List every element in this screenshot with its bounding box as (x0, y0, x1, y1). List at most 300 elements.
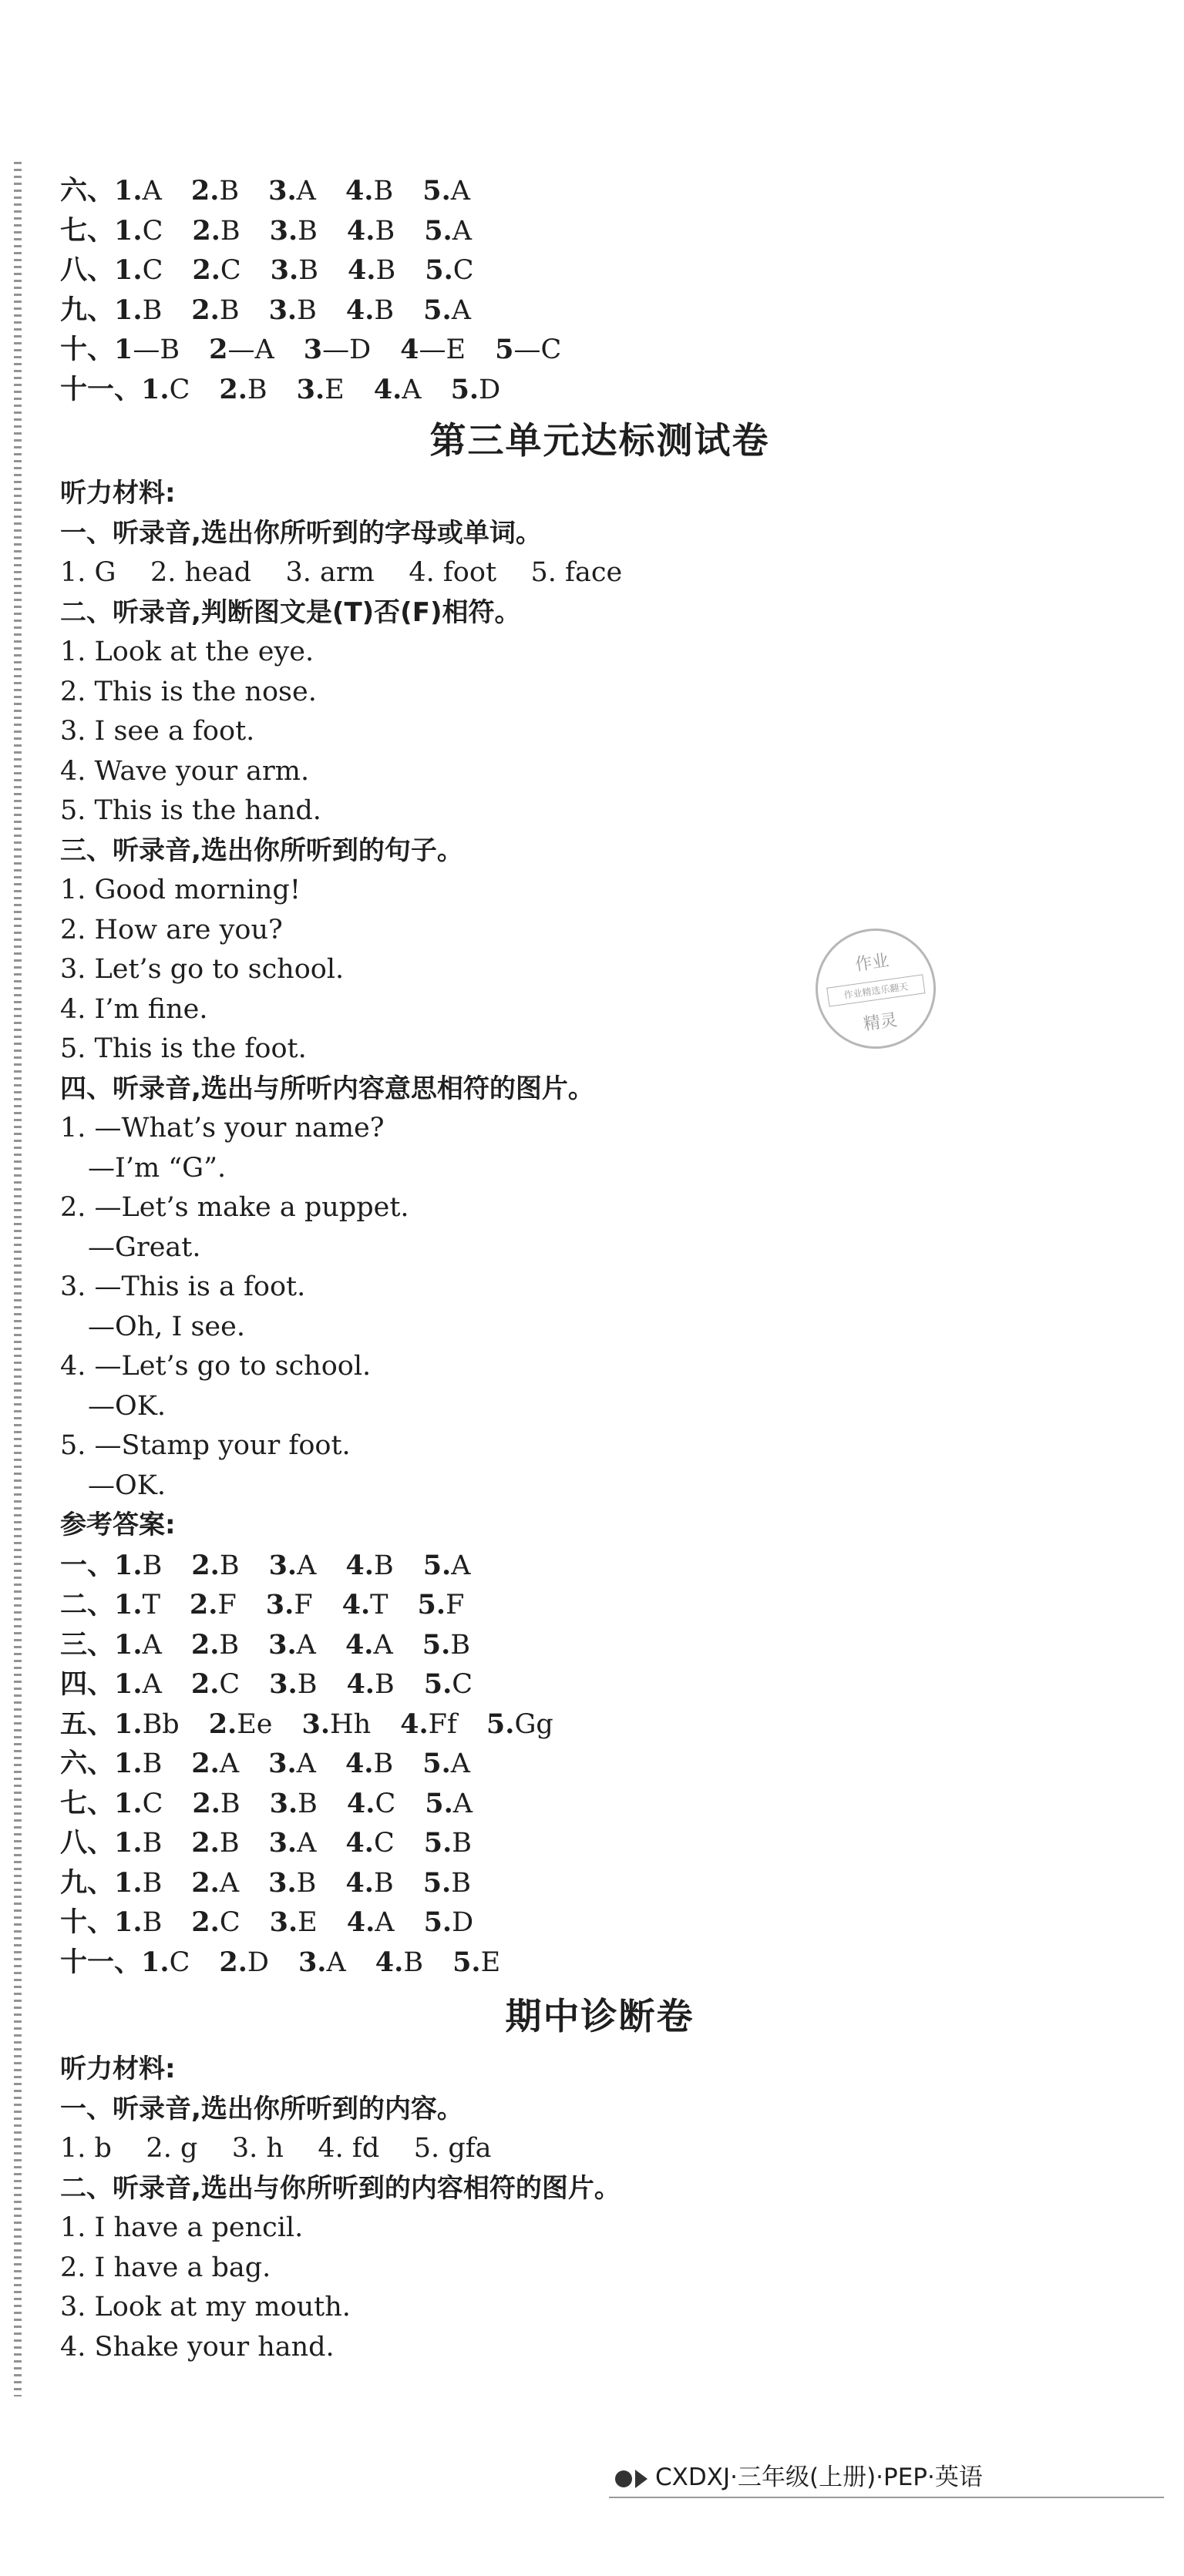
script-line: 1. Look at the eye. (60, 636, 314, 667)
answer-value: A (402, 374, 422, 405)
answer-item (270, 1903, 318, 1943)
answer-item (452, 1943, 500, 1983)
script-line: 5. This is the hand. (60, 795, 321, 826)
answer-number: 3. (269, 1906, 298, 1938)
answer-value: T (370, 1590, 388, 1620)
footer-dot-icon (615, 2470, 632, 2487)
answer-item (347, 1903, 395, 1943)
stamp-bottom-text: 精灵 (862, 1010, 899, 1035)
unit3-section4-heading: 四、听录音,选出与所听内容意思相符的图片。 (60, 1073, 594, 1104)
answer-number: 4. (345, 294, 375, 326)
answer-number: 1. (114, 1866, 143, 1899)
answer-item (345, 1863, 393, 1904)
answer-number: 2. (189, 1589, 218, 1620)
answer-number: 5. (422, 175, 451, 207)
answer-value: B (220, 215, 240, 247)
answer-item (114, 1664, 162, 1705)
answer-row-label: 九、 (60, 1867, 115, 1899)
answer-number: 4. (346, 1906, 375, 1938)
unit3-section2-heading: 二、听录音,判断图文是(T)否(F)相符。 (60, 596, 521, 628)
answer-number: 1. (114, 1589, 143, 1620)
answer-value: A (296, 176, 316, 207)
answer-number: 3. (298, 1946, 327, 1978)
dialogue-reply: —OK. (88, 1390, 166, 1422)
script-line: 4. I’m fine. (60, 993, 208, 1025)
answer-number: 5. (425, 1787, 453, 1819)
answer-value: B (373, 176, 394, 207)
answer-row (60, 211, 1139, 251)
answer-number: 2. (191, 1827, 220, 1859)
answer-value: B (375, 255, 396, 286)
midterm-section2-heading: 二、听录音,选出与你所听到的内容相符的图片。 (60, 2172, 621, 2204)
answer-row (60, 1903, 1139, 1943)
answer-number: 1. (114, 214, 143, 247)
midterm-section2-lines (60, 2208, 1139, 2367)
answer-value: C (373, 1828, 395, 1859)
answer-item (348, 250, 395, 291)
answer-value: F (217, 1590, 237, 1620)
answer-number: 2. (219, 373, 247, 405)
unit3-section2-lines (60, 633, 1139, 831)
answer-item (114, 1823, 162, 1864)
answer-item (141, 370, 190, 411)
answer-row (60, 370, 1139, 410)
answer-item (425, 1784, 473, 1825)
answer-value: A (296, 1629, 316, 1661)
answer-value: A (142, 1629, 162, 1661)
answer-item (422, 171, 470, 212)
script-line: 1. I have a pencil. (60, 2212, 304, 2243)
stamp-middle-text: 作业精选乐翻天 (826, 974, 925, 1006)
answer-number: 1. (114, 1827, 143, 1859)
answer-row-label: 八、 (60, 1828, 115, 1859)
answer-row-label: 七、 (60, 215, 115, 247)
answer-row (60, 1823, 1139, 1863)
answer-value: A (142, 1669, 162, 1700)
answer-row (60, 330, 1139, 370)
answer-row (60, 1664, 1139, 1704)
answer-item (190, 1585, 237, 1626)
answer-number: 4. (345, 175, 374, 207)
answer-number: 1. (114, 1787, 143, 1819)
unit3-title: 第三单元达标测试卷 (429, 420, 770, 462)
answer-value: B (219, 1629, 240, 1661)
footer-text: CXDXJ·三年级(上册)·PEP·英语 (655, 2463, 983, 2491)
answer-item (304, 330, 371, 371)
answer-item (192, 211, 240, 252)
answer-value: B (298, 255, 318, 286)
answer-number: 5. (417, 1589, 446, 1620)
unit3-listening-label: 听力材料: (60, 478, 176, 509)
answer-value: Hh (330, 1708, 372, 1740)
answer-item (418, 1585, 465, 1626)
answer-row (60, 1704, 1139, 1745)
answer-item (269, 291, 317, 331)
answer-row-label: 十一、 (60, 374, 142, 405)
answer-number: 1. (114, 294, 143, 326)
midterm-section1-heading: 一、听录音,选出你所听到的内容。 (60, 2093, 463, 2124)
dialogue-reply: —I’m “G”. (88, 1152, 227, 1184)
answer-value: B (247, 374, 267, 405)
dialogue-line: 2. —Let’s make a puppet. (60, 1192, 409, 1223)
answer-number: 5. (422, 1549, 452, 1581)
answer-number: 1. (114, 1748, 143, 1779)
answer-number: 2. (192, 1787, 220, 1819)
answer-item (141, 1943, 190, 1983)
midterm-title: 期中诊断卷 (505, 1996, 695, 2038)
answer-item (423, 1863, 471, 1904)
script-line: 4. Shake your hand. (60, 2331, 335, 2363)
answer-row (60, 1744, 1139, 1784)
answer-item (424, 1823, 472, 1864)
answer-value: A (451, 294, 471, 326)
answer-number: 1. (114, 1628, 143, 1661)
answer-value: B (297, 294, 317, 326)
answer-item (191, 1625, 239, 1666)
answer-value: B (219, 1828, 240, 1859)
script-line: 2. This is the nose. (60, 676, 317, 707)
answer-value: B (142, 1907, 163, 1938)
dialogue-line: 4. —Let’s go to school. (60, 1351, 372, 1382)
answer-number: 3. (268, 1549, 298, 1581)
answer-item (268, 1863, 316, 1904)
answer-row (60, 291, 1139, 331)
answer-number: 2. (219, 1946, 247, 1978)
answer-value: B (450, 1629, 471, 1661)
answer-value: A (297, 1550, 317, 1581)
answer-value: B (219, 176, 240, 207)
answer-number: 1 (114, 334, 133, 365)
answer-item (114, 1625, 162, 1666)
answer-value: E (325, 374, 345, 405)
answer-item (400, 330, 466, 371)
answer-value: C (169, 374, 190, 405)
answer-item (191, 1903, 240, 1943)
answer-number: 5. (486, 1708, 515, 1740)
binding-margin-line (14, 162, 22, 2396)
answer-value: F (446, 1590, 465, 1620)
answer-value: C (219, 1907, 240, 1938)
answer-value: B (219, 1550, 240, 1581)
answer-item (114, 1863, 162, 1904)
answer-number: 1. (114, 254, 143, 286)
answer-item (191, 171, 239, 212)
answer-value: B (373, 1748, 394, 1779)
top-answer-block (60, 171, 1139, 409)
answer-number: 1. (114, 175, 143, 207)
answer-value: Ff (428, 1708, 457, 1740)
answer-value: D (247, 1946, 269, 1978)
answer-item (192, 1784, 240, 1825)
answer-item (269, 1546, 317, 1587)
answer-value: B (220, 1788, 240, 1819)
answer-item (191, 291, 239, 331)
answer-value: A (373, 1629, 393, 1661)
answer-item (302, 1704, 372, 1745)
answer-number: 2. (190, 175, 220, 207)
answer-number: 2. (191, 1549, 220, 1581)
answer-value: —C (513, 334, 562, 365)
answer-item (209, 1704, 273, 1745)
answer-row (60, 1863, 1139, 1903)
answer-value: B (375, 1669, 395, 1700)
answer-item (486, 1704, 553, 1745)
answer-value: C (142, 1788, 163, 1819)
answer-number: 3 (303, 334, 323, 365)
answer-item (191, 1823, 239, 1864)
unit3-section1-line: 1. G 2. head 3. arm 4. foot 5. face (60, 557, 623, 588)
answer-number: 1. (114, 1668, 143, 1700)
answer-number: 5. (424, 214, 452, 247)
script-line: 3. Let’s go to school. (60, 954, 345, 985)
answer-value: B (142, 1867, 163, 1899)
answer-value: B (142, 1828, 163, 1859)
answer-number: 3. (268, 294, 298, 326)
script-line: 5. This is the foot. (60, 1033, 307, 1064)
answer-number: 5. (425, 254, 453, 286)
answer-item (268, 1744, 316, 1785)
answer-number: 2. (190, 1628, 220, 1661)
answer-value: A (296, 1748, 316, 1779)
answer-number: 3. (268, 1827, 298, 1859)
answer-number: 3. (268, 1866, 297, 1899)
answer-value: A (451, 1550, 471, 1581)
answer-number: 5. (422, 1866, 452, 1899)
answer-row (60, 1784, 1139, 1824)
answer-row (60, 1546, 1139, 1586)
script-line: 1. Good morning! (60, 875, 301, 905)
answer-number: 3. (265, 1589, 294, 1620)
answer-value: C (219, 1669, 240, 1700)
answer-value: C (452, 1669, 473, 1700)
answer-item (346, 291, 394, 331)
script-line: 2. I have a bag. (60, 2252, 271, 2283)
answer-item (495, 330, 561, 371)
answer-row-label: 三、 (60, 1629, 115, 1661)
answer-value: B (452, 1828, 473, 1859)
answer-item (269, 1664, 317, 1705)
answer-number: 1. (114, 1708, 143, 1740)
answer-item (270, 1784, 318, 1825)
answer-value: C (142, 255, 163, 286)
answer-item (209, 330, 274, 371)
answer-item (219, 370, 267, 411)
answer-number: 2. (192, 254, 220, 286)
answer-number: 2 (209, 334, 228, 365)
answer-number: 4. (345, 1827, 374, 1859)
answer-item (424, 211, 472, 252)
answer-value: B (451, 1867, 471, 1899)
answer-number: 3. (268, 1628, 297, 1661)
unit3-section1-heading: 一、听录音,选出你所听到的字母或单词。 (60, 517, 542, 549)
answer-number: 3. (301, 1708, 331, 1740)
answer-number: 4. (345, 1866, 374, 1899)
answer-item (114, 1903, 162, 1943)
answer-item (451, 370, 501, 411)
answer-number: 5. (450, 373, 479, 405)
answer-value: E (298, 1907, 318, 1938)
answer-number: 4. (345, 1549, 374, 1581)
footer-arrow-icon (635, 2470, 648, 2488)
answer-item (192, 250, 240, 291)
answer-item (269, 1823, 317, 1864)
answer-item (424, 1664, 473, 1705)
answer-value: F (294, 1590, 313, 1620)
answer-item (266, 1585, 313, 1626)
answer-item (424, 1903, 474, 1943)
answer-value: Gg (514, 1708, 553, 1740)
answer-item (345, 171, 393, 212)
answer-value: A (452, 1788, 473, 1819)
answer-row-label: 六、 (60, 176, 115, 207)
answer-number: 4. (345, 1748, 374, 1779)
answer-row (60, 1625, 1139, 1665)
page-footer (609, 2458, 1164, 2498)
answer-item (346, 1664, 394, 1705)
answer-number: 2. (190, 1668, 220, 1700)
answer-value: B (373, 1550, 394, 1581)
answer-value: B (403, 1946, 424, 1978)
answer-row (60, 171, 1139, 211)
answer-value: A (219, 1748, 240, 1779)
answer-item (425, 250, 473, 291)
answer-row-label: 二、 (60, 1590, 115, 1620)
answer-number: 3. (270, 254, 299, 286)
answer-row (60, 1585, 1139, 1625)
answer-number: 2. (191, 1866, 220, 1899)
script-line: 3. Look at my mouth. (60, 2292, 351, 2322)
answer-item (423, 1546, 471, 1587)
answer-number: 2. (192, 214, 220, 247)
answer-row-label: 四、 (60, 1669, 115, 1700)
answer-item (219, 1943, 269, 1983)
answer-value: B (142, 1748, 163, 1779)
answer-item (422, 1744, 470, 1785)
answer-item (191, 1744, 239, 1785)
answer-item (400, 1704, 457, 1745)
answer-value: C (169, 1946, 190, 1978)
answer-item (298, 1943, 346, 1983)
answer-item (114, 211, 163, 252)
answer-number: 5 (495, 334, 514, 365)
answer-item (342, 1585, 388, 1626)
answer-item (347, 1784, 395, 1825)
answer-item (422, 1625, 470, 1666)
answer-value: B (298, 1788, 318, 1819)
answer-number: 5. (423, 1668, 452, 1700)
script-line: 4. Wave your arm. (60, 755, 310, 787)
unit3-section3-lines (60, 871, 1139, 1070)
answer-item (114, 250, 163, 291)
answer-item (270, 211, 318, 252)
unit3-answers-label: 参考答案: (60, 1510, 176, 1540)
answer-item (374, 370, 422, 411)
answer-value: B (142, 294, 163, 326)
answer-row-label: 十一、 (60, 1946, 142, 1978)
answer-value: B (298, 215, 318, 247)
answer-number: 4. (345, 1628, 374, 1661)
answer-item (271, 250, 318, 291)
answer-row (60, 1943, 1139, 1983)
answer-value: A (452, 215, 473, 247)
answer-value: —D (322, 334, 372, 365)
answer-number: 3. (269, 1787, 298, 1819)
answer-row-label: 八、 (60, 255, 115, 286)
answer-value: A (326, 1946, 346, 1978)
answer-value: E (480, 1946, 501, 1978)
answer-item (297, 370, 345, 411)
answer-row-label: 六、 (60, 1748, 115, 1779)
answer-row-label: 五、 (60, 1708, 115, 1740)
answer-value: —E (419, 334, 466, 365)
answer-item (114, 171, 162, 212)
answer-item (423, 291, 471, 331)
answer-number: 3. (268, 175, 297, 207)
stamp-top-text: 作业 (853, 951, 890, 976)
answer-number: 2. (208, 1708, 237, 1740)
answer-value: A (450, 1748, 471, 1779)
dialogue-line: 3. —This is a foot. (60, 1271, 306, 1302)
script-line: 2. How are you? (60, 914, 283, 945)
unit3-section3-heading: 三、听录音,选出你所听到的句子。 (60, 835, 463, 866)
answer-value: B (142, 1550, 163, 1581)
answer-value: C (142, 215, 163, 247)
answer-item (114, 1744, 162, 1785)
answer-value: Ee (237, 1708, 273, 1740)
answer-value: —A (227, 334, 274, 365)
answer-row-label: 九、 (60, 294, 115, 326)
dialogue-line: 1. —What’s your name? (60, 1113, 385, 1144)
answer-number: 4 (400, 334, 419, 365)
answer-item (345, 1546, 393, 1587)
answer-value: B (296, 1867, 317, 1899)
unit3-answer-block (60, 1546, 1139, 1983)
answer-number: 4. (347, 254, 376, 286)
unit3-section4-lines (60, 1109, 1139, 1506)
answer-item (268, 171, 316, 212)
answer-number: 4. (346, 214, 375, 247)
dialogue-reply: —OK. (88, 1469, 166, 1501)
answer-item (114, 1704, 180, 1745)
answer-value: A (142, 176, 162, 207)
answer-item (114, 291, 162, 331)
answer-number: 4. (346, 1668, 375, 1700)
answer-number: 1. (114, 1906, 143, 1938)
answer-item (345, 1625, 393, 1666)
answer-item (345, 1823, 394, 1864)
answer-value: C (452, 255, 474, 286)
answer-item (375, 1943, 423, 1983)
answer-item (191, 1863, 239, 1904)
answer-item (191, 1546, 239, 1587)
answer-item (114, 1784, 163, 1825)
answer-number: 2. (191, 1906, 220, 1938)
script-line: 3. I see a foot. (60, 716, 255, 747)
dialogue-reply: —Oh, I see. (88, 1311, 245, 1342)
content (60, 171, 1139, 2367)
answer-value: B (373, 1867, 394, 1899)
answer-item (345, 1744, 393, 1785)
answer-item (114, 1546, 162, 1587)
answer-number: 3. (269, 214, 298, 247)
answer-item (268, 1625, 316, 1666)
answer-value: B (374, 294, 395, 326)
dialogue-line: 5. —Stamp your foot. (60, 1430, 351, 1461)
answer-number: 5. (452, 1946, 481, 1978)
answer-item (347, 211, 395, 252)
answer-item (114, 1585, 160, 1626)
midterm-section1-line: 1. b 2. g 3. h 4. fd 5. gfa (60, 2133, 492, 2164)
